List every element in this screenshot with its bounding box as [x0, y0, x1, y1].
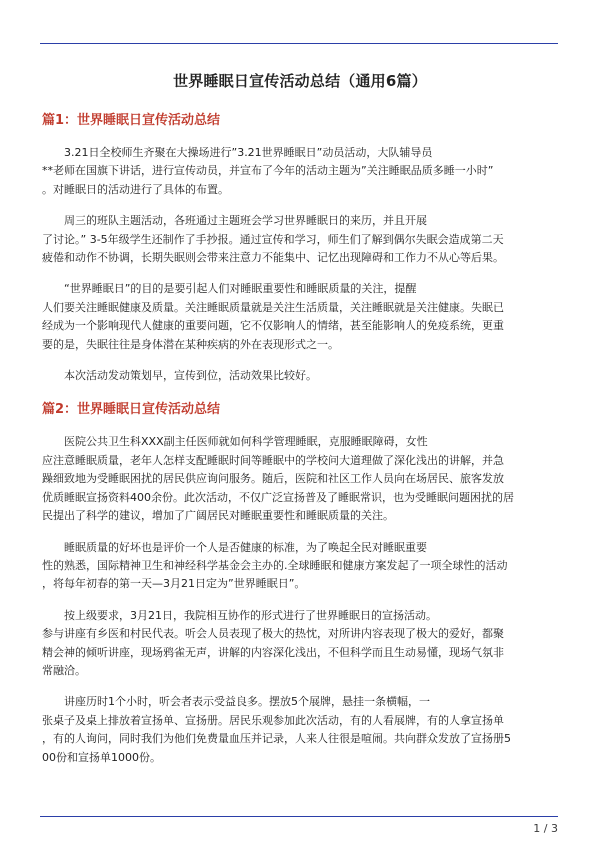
paragraph: [42, 607, 558, 681]
paragraph: [42, 539, 558, 594]
section-heading: 篇2：世界睡眠日宣传活动总结: [42, 402, 221, 418]
text-line: 睡眠质量的好坏也是评价一个人是否健康的标准，为了唤起全民对睡眠重要: [64, 540, 427, 554]
header-rule: [40, 43, 558, 44]
text-line: 疲倦和动作不协调，长期失眠则会带来注意力不能集中、记忆出现障碍和工作力不从心等后果。: [42, 251, 504, 265]
text-line: **老师在国旗下讲话，进行宣传动员，并宣布了今年的活动主题为”关注睡眠品质多睡一小时”: [42, 164, 494, 178]
text-line: 医院公共卫生科XXX副主任医师就如何科学管理睡眠，克服睡眠障碍，女性: [64, 435, 428, 449]
text-line: 了讨论。” 3-5年级学生还制作了手抄报。通过宣传和学习，师生们了解到偶尔失眠会造成第二天: [42, 232, 504, 246]
text-line: 优质睡眠宣扬资料400余份。此次活动，不仅广泛宣扬普及了睡眠常识，也为受睡眠问题困扰的居: [42, 490, 514, 504]
text-line: 。对睡眠日的活动进行了具体的布置。: [42, 182, 229, 196]
footer-rule: [40, 816, 558, 817]
text-line: 要的是，失眠往往是身体潜在某种疾病的外在表现形式之一。: [42, 337, 339, 351]
paragraph: [42, 212, 558, 267]
text-line: 经成为一个影响现代人健康的重要问题，它不仅影响人的情绪，甚至能影响人的免疫系统，更重: [42, 319, 504, 333]
paragraph: [42, 144, 558, 199]
section-1: [42, 109, 558, 385]
paragraph: [42, 280, 558, 354]
text-line: 本次活动发动策划早，宣传到位，活动效果比较好。: [64, 369, 317, 383]
paragraph: [42, 693, 558, 767]
text-line: ，有的人询问，同时我们为他们免费量血压并记录，人来人往很是喧闹。共向群众发放了宣扬册5: [42, 732, 511, 746]
text-line: 讲座历时1个小时，听会者表示受益良多。摆放5个展牌，悬挂一条横幅，一: [64, 695, 430, 709]
text-line: 周三的班队主题活动，各班通过主题班会学习世界睡眠日的来历，并且开展: [64, 214, 427, 228]
document-title: 世界睡眠日宣传活动总结（通用6篇）: [173, 72, 427, 90]
text-line: 人们要关注睡眠健康及质量。关注睡眠质量就是关注生活质量，关注睡眠就是关注健康。失眠已: [42, 300, 504, 314]
document-body: [42, 70, 558, 780]
text-line: 民提出了科学的建议，增加了广阔居民对睡眠重要性和睡眠质量的关注。: [42, 509, 394, 523]
text-line: 躁细致地为受睡眠困扰的居民供应询问服务。随后，医院和社区工作人员向在场居民、旅客发放: [42, 472, 504, 486]
text-line: 应注意睡眠质量，老年人怎样支配睡眠时间等睡眠中的学校问大道理做了深化浅出的讲解，并急: [42, 453, 504, 467]
text-line: 00份和宣扬单1000份。: [42, 750, 161, 764]
paragraph: [42, 367, 558, 385]
text-line: 张桌子及桌上排放着宣扬单、宣扬册。居民乐观参加此次活动，有的人看展牌，有的人拿宣扬单: [42, 713, 504, 727]
section-heading: 篇1：世界睡眠日宣传活动总结: [42, 113, 221, 128]
text-line: 按上级要求，3月21日，我院相互协作的形式进行了世界睡眠日的宣扬活动。: [64, 608, 437, 622]
page-number: 1 / 3: [533, 822, 558, 835]
text-line: 性的熟悉，国际精神卫生和神经科学基金会主办的.全球睡眠和健康方案发起了一项全球性的活动: [42, 558, 508, 572]
section-2: [42, 398, 558, 767]
text-line: 3.21日全校师生齐聚在大操场进行”3.21世界睡眠日”动员活动，大队辅导员: [64, 146, 433, 159]
text-line: 参与讲座有乡医和村民代表。听会人员表现了极大的热忱，对所讲内容表现了极大的爱好，都聚: [42, 627, 504, 641]
text-line: ，将每年初春的第一天—3月21日定为”世界睡眠日”。: [42, 577, 306, 591]
text-line: “世界睡眠日”的目的是要引起人们对睡眠重要性和睡眠质量的关注，提醒: [64, 282, 417, 296]
text-line: 精会神的倾听讲座，现场鸦雀无声，讲解的内容深化浅出，不但科学而且生动易懂，现场气氛非: [42, 645, 504, 659]
text-line: 常融洽。: [42, 663, 86, 677]
paragraph: [42, 433, 558, 525]
